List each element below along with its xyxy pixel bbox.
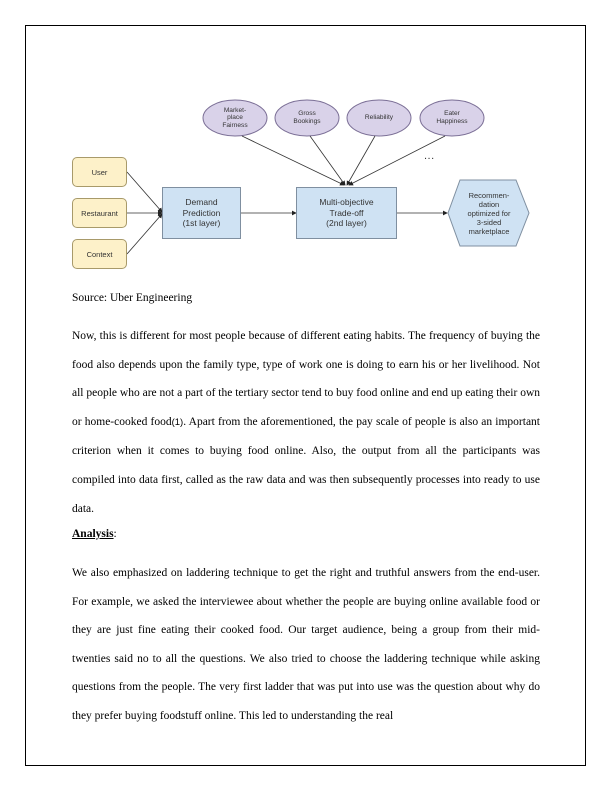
trade-off-box — [296, 187, 397, 239]
layer1-line-1: Demand — [185, 197, 218, 208]
output-label — [456, 183, 522, 243]
objective-4-line-2: Happiness — [436, 118, 468, 125]
layer2-line-2: Trade-off — [329, 207, 364, 218]
layer2-line-3: (2nd layer) — [326, 218, 367, 229]
paragraph-1 — [72, 322, 540, 523]
connector-user — [127, 172, 162, 212]
demand-prediction-box — [162, 187, 241, 239]
objective-1-line-2: place — [227, 114, 243, 122]
input-context — [72, 239, 127, 269]
layer1-line-3: (1st layer) — [182, 218, 221, 229]
connector-context — [127, 214, 162, 254]
objective-label-4 — [422, 102, 482, 134]
paragraph-1-text-cont: . Apart from the aforementioned, the pay scale of people is also an important criterion when it comes to buying food online. Also, the output from all the participants was compiled into data first, called as the raw data and was then subsequently processes into ready to use data. — [72, 415, 541, 515]
objective-3-line-1: Reliability — [364, 114, 394, 122]
input-context-label: Context — [86, 249, 113, 259]
objective-4-line-1: Eater — [444, 110, 460, 118]
objective-label-1 — [205, 102, 265, 134]
objective-label-3 — [349, 102, 409, 134]
figure-caption: Source: Uber Engineering — [72, 292, 193, 304]
objective-2-line-2: Bookings — [293, 118, 321, 125]
objective-label-2 — [277, 102, 337, 134]
connector-objective-1 — [242, 136, 344, 185]
more-objectives-ellipsis: ... — [424, 150, 435, 162]
objective-2-line-1: Gross — [298, 110, 316, 118]
input-user-label: User — [91, 167, 108, 177]
analysis-heading — [72, 528, 117, 540]
connector-objective-2 — [310, 136, 345, 185]
analysis-heading-colon: : — [113, 528, 117, 540]
connector-objective-3 — [347, 136, 375, 185]
paragraph-1-text: Now, this is different for most people because of different eating habits. The frequency of buying the food also depends upon the family type, type of work one is doing to earn his or her livelihood. Not all people who are not a part of the tertiary sector tend to buy food online and end up eating their own or home-cooked food — [72, 330, 540, 428]
reference-marker: (1) — [171, 416, 184, 428]
input-user — [72, 157, 127, 187]
output-line-3: optimized for — [467, 208, 511, 218]
output-line-5: marketplace — [468, 226, 510, 236]
output-line-4: 3-sided — [476, 217, 502, 227]
layer1-line-2: Prediction — [182, 207, 221, 218]
output-line-1: Recommen- — [468, 190, 510, 200]
paragraph-2: We also emphasized on laddering technique to get the right and truthful answers from the end-user. For example, we asked the interviewee about whether the people are buying online available food or they are just fine eating their cooked food. Our target audience, being a group from their mid-twenties said no to all the questions. We also tried to choose the laddering technique while asking questions from the people. The very first ladder that was put into use was the question about why do they prefer buying foodstuff online. This led to understanding the real — [72, 567, 540, 722]
objective-1-line-3: Fairness — [222, 121, 248, 129]
objective-1-line-1: Market- — [223, 106, 247, 114]
output-line-2: dation — [478, 199, 500, 209]
analysis-heading-text: Analysis — [72, 528, 114, 540]
flow-diagram — [0, 0, 612, 290]
input-restaurant-label: Restaurant — [81, 208, 118, 218]
input-restaurant — [72, 198, 127, 228]
layer2-line-1: Multi-objective — [319, 197, 374, 208]
